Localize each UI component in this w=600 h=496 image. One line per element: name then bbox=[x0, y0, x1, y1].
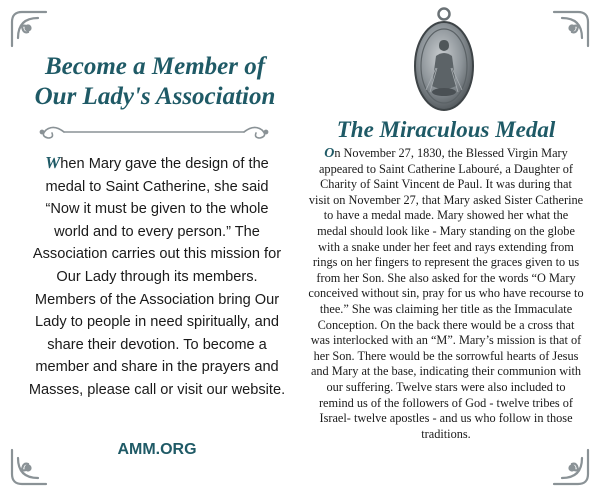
left-drop-cap: W bbox=[45, 153, 61, 172]
left-body-paragraph bbox=[28, 152, 286, 402]
right-heading: The Miraculous Medal bbox=[336, 117, 556, 142]
left-heading bbox=[20, 52, 290, 112]
right-drop-cap: O bbox=[324, 146, 335, 161]
left-heading-line2: Our Lady's Association bbox=[34, 83, 276, 110]
right-body-text: n November 27, 1830, the Blessed Virgin Mary appeared to Saint Catherine Labouré, a Daughter of Charity of Saint Vincent de Paul. It was during that visit on November 27, that Mary asked Sister Catherine to have a medal made. Mary showed her what the medal should look like - Mary standing on the globe with a snake under her feet and rays extending from rings on her fingers to represent the graces given to us from her Son. She also asked for the words “O Mary conceived without sin, pray for us who have recourse to thee.” She was claiming her title as the Immaculate Conception. On the back there would be a cross that was interlocked with an “M”. Mary’s mission is that of her Son. There would be the sorrowful hearts of Jesus and Mary at the base, indicating their communion with our suffering. Twelve stars were also included to remind us of the followers of God - twelve tribes of Israel- twelve apostles - and us who follow in those traditions. bbox=[308, 146, 584, 441]
miraculous-medal-icon bbox=[412, 6, 476, 114]
left-heading-line1: Become a Member of bbox=[44, 53, 266, 80]
left-body-text: hen Mary gave the design of the medal to Saint Catherine, she said “Now it must be given to the whole world and to every person.” The Association carries out this mission for Our Lady through its members. Members of the Association bring Our Lady to people in need spiritually, and share their devotion. To become a member and share in the prayers and Masses, please call or visit our website. bbox=[28, 156, 286, 398]
corner-flourish-icon bbox=[550, 446, 592, 488]
website-link[interactable]: AMM.ORG bbox=[117, 441, 197, 458]
right-body-paragraph bbox=[308, 146, 584, 442]
scroll-divider-icon bbox=[36, 124, 272, 140]
corner-flourish-icon bbox=[550, 8, 592, 50]
corner-flourish-icon bbox=[8, 8, 50, 50]
